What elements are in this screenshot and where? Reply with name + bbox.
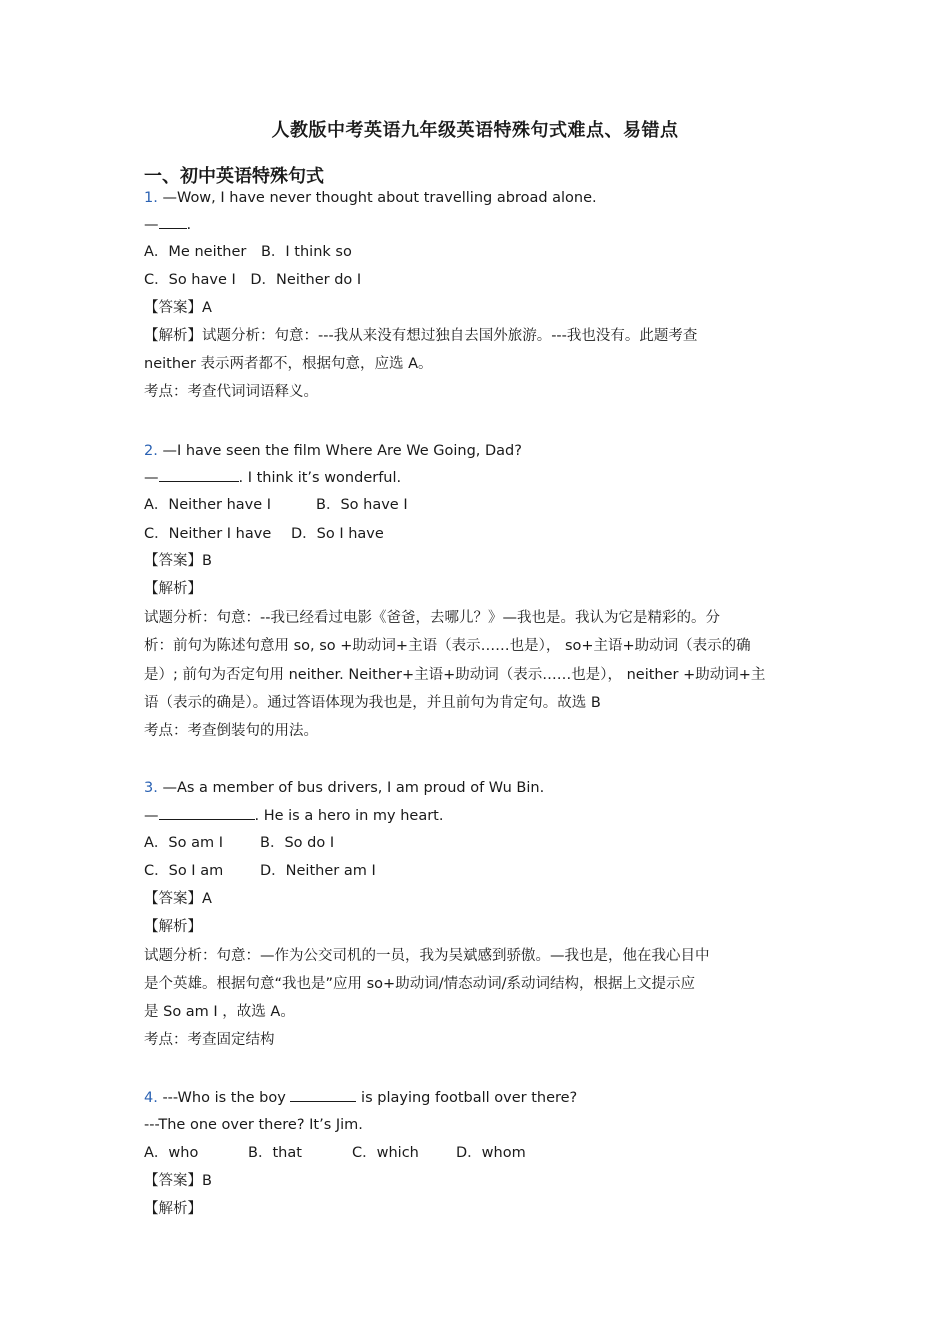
question-2-analysis-label: 【解析】 — [144, 581, 202, 597]
question-number: 2. — [144, 443, 158, 459]
option-b: B．So do I — [260, 835, 335, 851]
question-number: 4. — [144, 1090, 158, 1106]
answer-blank — [290, 1087, 356, 1102]
question-text: —Wow, I have never thought about travelling abroad alone. — [162, 190, 597, 206]
reply-text: . I think it’s wonderful. — [238, 470, 402, 486]
reply-dash: — — [144, 217, 159, 233]
question-number: 1. — [144, 190, 158, 206]
question-number: 3. — [144, 780, 158, 796]
option-b: B．So have I — [316, 497, 408, 513]
option-c: C．which — [352, 1145, 419, 1161]
question-3-stem — [144, 777, 544, 799]
option-d: D．Neither am I — [260, 863, 376, 879]
question-2-stem — [144, 440, 522, 462]
question-3-point: 考点：考查固定结构 — [144, 1032, 275, 1048]
question-4-stem — [144, 1087, 577, 1109]
option-c: C．So have I — [144, 272, 236, 288]
question-4-options — [144, 1142, 526, 1164]
question-1-stem — [144, 187, 597, 209]
question-3-options-row-2 — [144, 860, 376, 882]
question-4-answer: 【答案】B — [144, 1173, 212, 1189]
option-b: B．I think so — [260, 244, 352, 260]
question-3-reply — [144, 805, 443, 827]
option-a: A．Neither have I — [144, 497, 272, 513]
reply-dash: — — [144, 808, 159, 824]
question-3-options-row-1 — [144, 832, 334, 854]
question-text: —As a member of bus drivers, I am proud of Wu Bin. — [162, 780, 545, 796]
question-text-suffix: is playing football over there? — [356, 1090, 578, 1106]
question-2-reply — [144, 467, 401, 489]
question-text: —I have seen the film Where Are We Going, Dad? — [162, 443, 522, 459]
document-title: 人教版中考英语九年级英语特殊句式难点、易错点 — [271, 120, 679, 141]
question-3-analysis-line: 是 So am I ，故选 A。 — [144, 1004, 295, 1020]
option-d: D．So I have — [291, 526, 384, 542]
question-1-answer: 【答案】A — [144, 300, 212, 316]
option-d: D．whom — [456, 1145, 526, 1161]
question-2-analysis-line: 是）; 前句为否定句用 neither. Neither+主语+助动词（表示……也是）， neither +助动词+主 — [144, 667, 766, 683]
question-3-analysis-label: 【解析】 — [144, 919, 202, 935]
answer-blank — [159, 805, 255, 820]
answer-blank — [159, 467, 239, 482]
question-1-options-row-2 — [144, 269, 361, 291]
question-1-analysis-line: 【解析】试题分析：句意：---我从来没有想过独自去国外旅游。---我也没有。此题考查 — [144, 328, 698, 344]
option-a: A．who — [144, 1145, 199, 1161]
option-a: A．Me neither — [144, 244, 247, 260]
question-2-point: 考点：考查倒装句的用法。 — [144, 723, 318, 739]
question-2-analysis-line: 语（表示的确是）。通过答语体现为我也是，并且前句为肯定句。故选 B — [144, 695, 601, 711]
question-2-options-row-1 — [144, 494, 408, 516]
question-4-analysis-label: 【解析】 — [144, 1201, 202, 1217]
section-heading: 一、初中英语特殊句式 — [144, 166, 324, 187]
option-c: C．Neither I have — [144, 526, 272, 542]
option-a: A．So am I — [144, 835, 223, 851]
answer-blank — [159, 214, 187, 229]
question-2-options-row-2 — [144, 523, 384, 545]
question-1-analysis-line: neither 表示两者都不，根据句意，应选 A。 — [144, 356, 433, 372]
reply-text: . He is a hero in my heart. — [254, 808, 444, 824]
question-2-analysis-line: 试题分析：句意：--我已经看过电影《爸爸，去哪儿？》—我也是。我认为它是精彩的。分 — [144, 610, 720, 626]
option-b: B．that — [248, 1145, 302, 1161]
question-2-analysis-line: 析：前句为陈述句意用 so, so +助动词+主语（表示……也是）， so+主语+助动词（表示的确 — [144, 638, 751, 654]
option-d: D．Neither do I — [250, 272, 362, 288]
question-1-reply — [144, 214, 191, 236]
question-3-answer: 【答案】A — [144, 891, 212, 907]
question-1-options-row-1 — [144, 241, 352, 263]
question-4-line-2: ---The one over there? It’s Jim. — [144, 1117, 363, 1133]
question-3-analysis-line: 试题分析：句意：—作为公交司机的一员，我为吴斌感到骄傲。—我也是，他在我心目中 — [144, 948, 710, 964]
reply-text: . — [186, 217, 192, 233]
question-text-prefix: ---Who is the boy — [162, 1090, 291, 1106]
question-1-point: 考点：考查代词词语释义。 — [144, 384, 318, 400]
question-2-answer: 【答案】B — [144, 553, 212, 569]
option-c: C．So I am — [144, 863, 224, 879]
reply-dash: — — [144, 470, 159, 486]
question-3-analysis-line: 是个英雄。根据句意“我也是”应用 so+助动词/情态动词/系动词结构，根据上文提示应 — [144, 976, 695, 992]
